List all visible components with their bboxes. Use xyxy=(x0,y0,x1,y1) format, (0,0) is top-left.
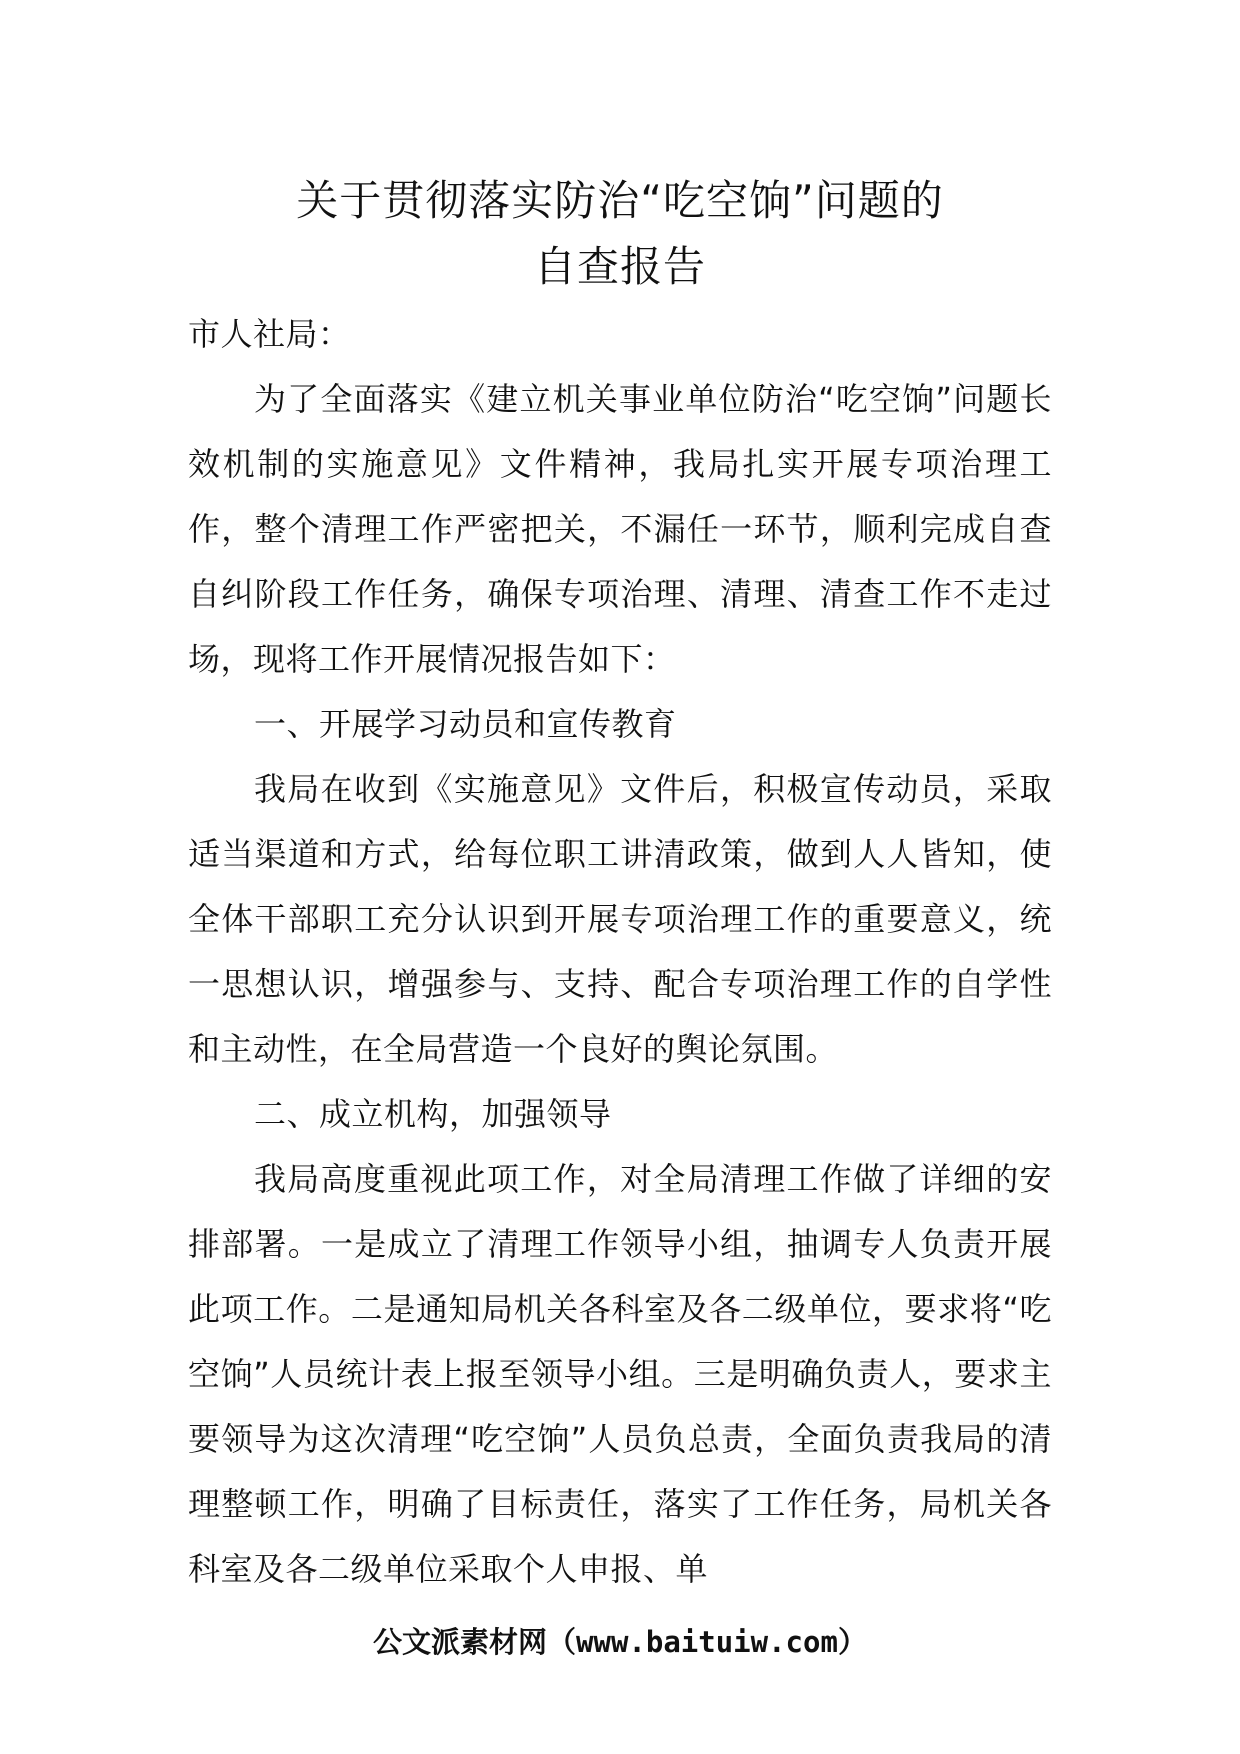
section-heading-2: 二、成立机构，加强领导 xyxy=(254,1095,612,1133)
document-body xyxy=(188,302,1052,1602)
section-heading-1: 一、开展学习动员和宣传教育 xyxy=(254,705,677,743)
paragraph-section-1: 我局在收到《实施意见》文件后，积极宣传动员，采取适当渠道和方式，给每位职工讲清政策，做到人人皆知，使全体干部职工充分认识到开展专项治理工作的重要意义，统一思想认识，增强参与、支持、配合专项治理工作的自学性和主动性，在全局营造一个良好的舆论氛围。 xyxy=(188,770,1052,1068)
footer-watermark xyxy=(0,1622,1240,1662)
paragraph-section-2: 我局高度重视此项工作，对全局清理工作做了详细的安排部署。一是成立了清理工作领导小组，抽调专人负责开展此项工作。二是通知局机关各科室及各二级单位，要求将“吃空饷”人员统计表上报至领导小组。三是明确负责人，要求主要领导为这次清理“吃空饷”人员负总责，全面负责我局的清理整顿工作，明确了目标责任，落实了工作任务，局机关各科室及各二级单位采取个人申报、单 xyxy=(188,1160,1052,1588)
document-title-line-2: 自查报告 xyxy=(533,242,706,291)
footer-site-name: 公文派素材网 xyxy=(373,1625,548,1659)
paragraph-intro: 为了全面落实《建立机关事业单位防治“吃空饷”问题长效机制的实施意见》文件精神，我局扎实开展专项治理工作，整个清理工作严密把关，不漏任一环节，顺利完成自查自纠阶段工作任务，确保专项治理、清理、清查工作不走过场，现将工作开展情况报告如下： xyxy=(188,380,1052,678)
document-title-line-1: 关于贯彻落实防治“吃空饷”问题的 xyxy=(296,176,944,225)
salutation: 市人社局： xyxy=(188,315,351,353)
footer-url[interactable]: （www.baituiw.com） xyxy=(547,1625,867,1659)
